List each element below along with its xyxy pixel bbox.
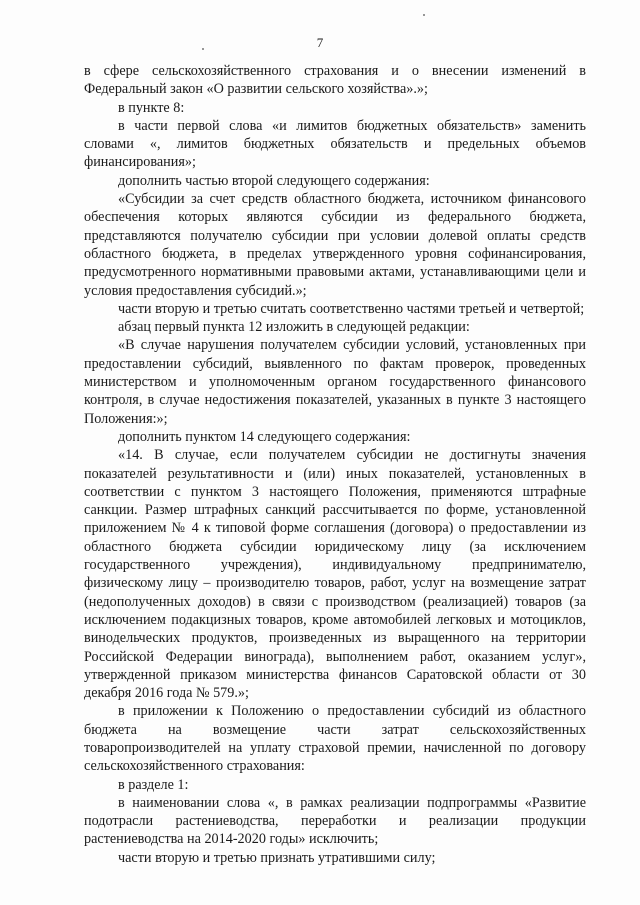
paragraph: «В случае нарушения получателем субсидии условий, установленных при предоставлении субсидий, выявленного по фактам проверок, проведенных министерством и уполномоченным органом государственного финансового контроля, в случае недостижения показателей, указанных в пункте 3 настоящего Положения:»;	[84, 337, 586, 427]
paragraph: в разделе 1:	[118, 776, 189, 793]
document-body	[84, 62, 586, 867]
paragraph: дополнить пунктом 14 следующего содержания:	[118, 428, 411, 445]
page-number: 7	[316, 35, 324, 50]
paragraph: в пункте 8:	[118, 99, 185, 116]
paragraph: части вторую и третью считать соответственно частями третьей и четвертой;	[118, 300, 585, 317]
paragraph: в сфере сельскохозяйственного страхования и о внесении изменений в Федеральный закон «О развитии сельского хозяйства».»;	[84, 63, 586, 98]
scan-speck	[423, 14, 425, 16]
paragraph: абзац первый пункта 12 изложить в следующей редакции:	[118, 319, 470, 336]
paragraph: в наименовании слова «, в рамках реализации подпрограммы «Развитие подотрасли растениеводства, переработки и реализации продукции растениеводства на 2014-2020 годы» исключить;	[84, 794, 586, 848]
paragraph: в приложении к Положению о предоставлении субсидий из областного бюджета на возмещение части затрат сельскохозяйственных товаропроизводителей на уплату страховой премии, начисленной по договору сельскохозяйственного страхования:	[84, 703, 586, 775]
paragraph: «14. В случае, если получателем субсидии не достигнуты значения показателей результативности и (или) иных показателей, установленных в соответствии с пунктом 3 настоящего Положения, применяются штрафные санкции. Размер штрафных санкций рассчитывается по форме, установленной приложением № 4 к типовой форме соглашения (договора) о предоставлении из областного бюджета субсидии юридическому лицу (за исключением государственного учреждения), индивидуальному предпринимателю, физическому лицу – производителю товаров, работ, услуг на возмещение затрат (недополученных доходов) в связи с производством (реализацией) товаров (за исключением подакцизных товаров, кроме автомобилей легковых и мотоциклов, винодельческих продуктов, произведенных из выращенного на территории Российской Федерации винограда), выполнением работ, оказанием услуг», утвержденной приказом министерства финансов Саратовской области от 30 декабря 2016 года № 579.»;	[84, 447, 586, 702]
paragraph: дополнить частью второй следующего содержания:	[118, 172, 430, 189]
paragraph: «Субсидии за счет средств областного бюджета, источником финансового обеспечения которых являются субсидии из федерального бюджета, представляются получателю субсидии при условии долевой оплаты средств областного бюджета, в пределах утвержденного уровня софинансирования, предусмотренного нормативными правовыми актами, устанавливающими цели и условия предоставления субсидий.»;	[84, 191, 586, 299]
paragraph: в части первой слова «и лимитов бюджетных обязательств» заменить словами «, лимитов бюджетных обязательств и предельных объемов финансирования»;	[84, 117, 586, 171]
paragraph: части вторую и третью признать утратившими силу;	[118, 849, 436, 866]
scan-speck	[202, 48, 204, 50]
